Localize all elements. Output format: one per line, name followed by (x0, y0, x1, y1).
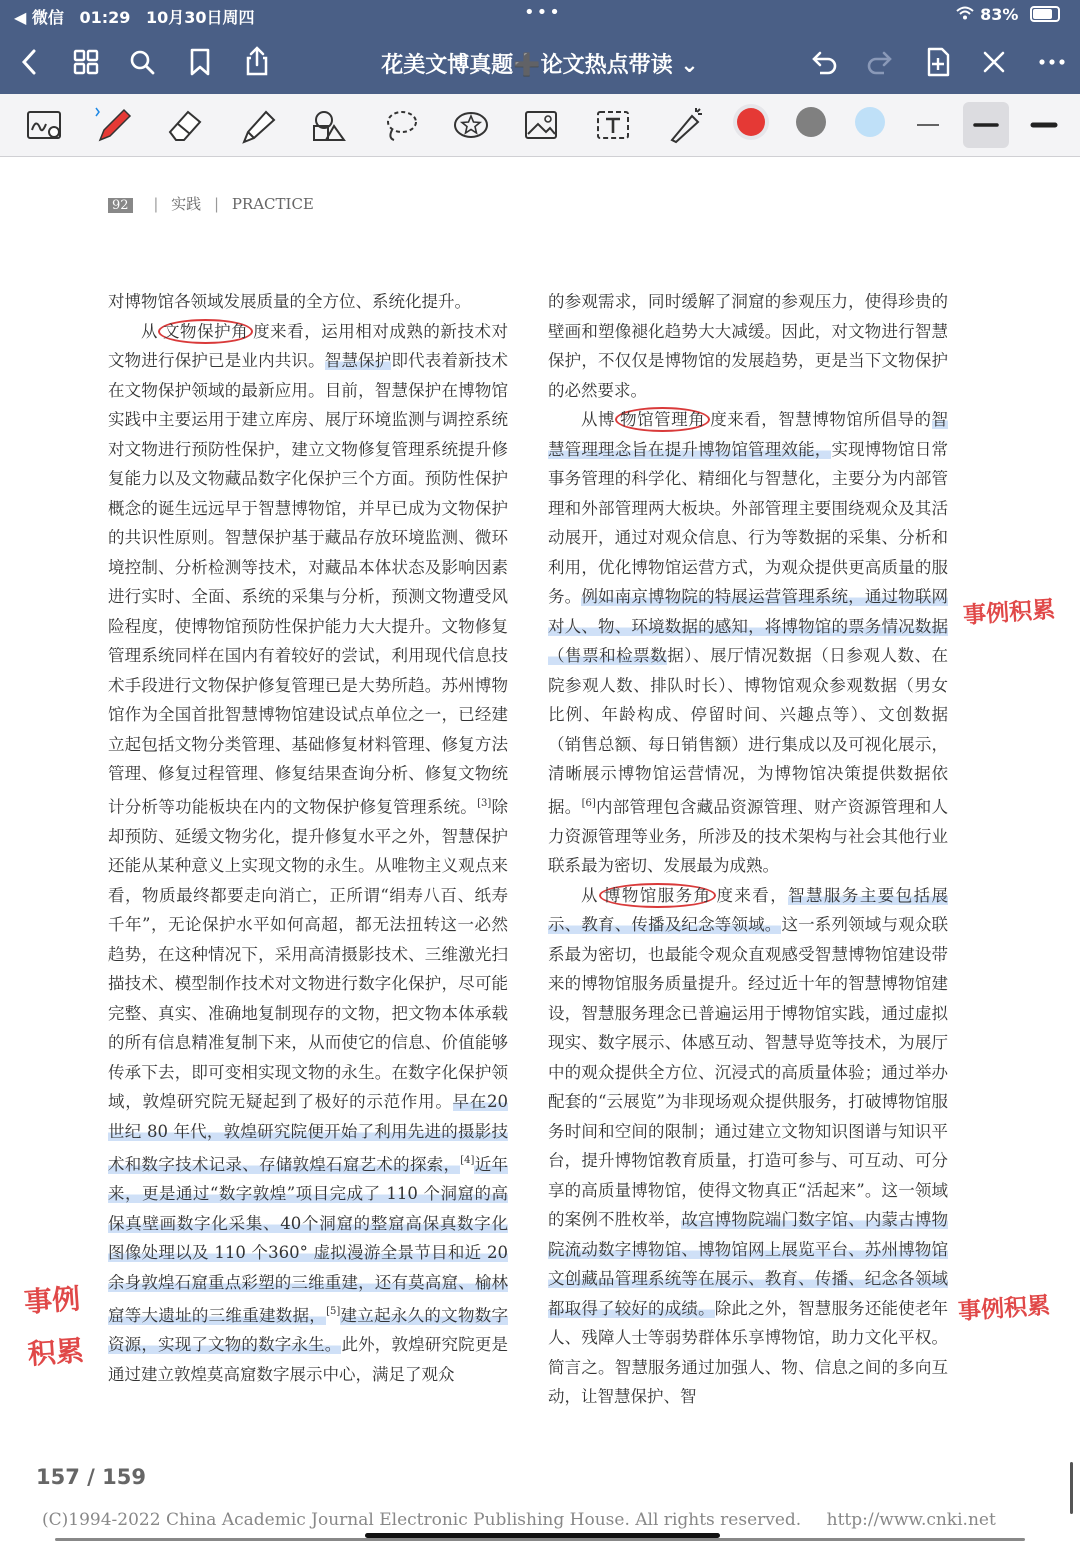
handwriting-zoom-icon[interactable] (22, 102, 68, 148)
highlight-mark: 近年来，更是通过“数字敦煌”项目完成了 110 个洞窟的高保真壁画数字化采集、40个洞窟的整窟高保真数字化图像处理以及 110 个360° 虚拟漫游全景节目和近 20 余身敦煌石窟重点彩塑的三维重建，还有莫高窟、榆林窟等大遗址的三维重建数据， (108, 1154, 509, 1325)
shapes-icon[interactable] (306, 102, 352, 148)
section-label-en: PRACTICE (231, 195, 314, 213)
journal-page-number: 92 (108, 198, 133, 213)
back-to-app-label[interactable]: ◀ 微信 (14, 8, 64, 27)
lasso-icon[interactable] (378, 102, 424, 148)
page-footer (42, 1510, 1016, 1530)
footer-url: http://www.cnki.net (826, 1510, 996, 1530)
highlight-mark: 故宫博物院端门数字馆、内蒙古博物院流动数字博物馆、博物馆网上展览平台、苏州博物馆文创藏品管理系统等在展示、教育、传播、纪念各领域都取得了较好的成绩。 (548, 1210, 949, 1318)
status-date: 10月30日周四 (145, 8, 255, 27)
section-label: 实践 (171, 195, 202, 213)
text-box-icon[interactable] (590, 102, 636, 148)
multitasking-dots-icon[interactable]: ••• (524, 2, 562, 23)
status-time: 01:29 (79, 8, 131, 27)
paragraph: 从博 物馆管理角 度来看，智慧博物馆所倡导的智慧管理理念旨在提升博物馆管理效能，实现博物馆日常事务管理的科学化、精细化与智慧化，主要分为内部管理和外部管理两大板块。外部管理主要围绕观众及其活动展开，通过对观众信息、行为等数据的采集、分析和利用，优化博物馆运营方式，为观众提供更高质量的服务。例如南京博物院的特展运营管理系统，通过物联网对人、物、环境数据的感知，将博物馆的票务情况数据（售票和检票数据）、展厅情况数据（日参观人数、在院参观人数、排队时长）、博物馆观众参观数据（男女比例、年龄构成、停留时间、兴趣点等）、文创数据（销售总额、每日销售额）进行集成以及可视化展示，清晰展示博物馆运营情况，为博物馆决策提供数据依据。[6]内部管理包含藏品资源管理、财产资源管理和人力资源管理等业务，所涉及的技术架构与社会其他行业联系最为密切、发展最为成熟。 (548, 405, 948, 881)
highlight-mark: 智慧保护 (324, 351, 392, 370)
pdf-page[interactable] (8, 157, 1072, 1537)
citation-ref: [4] (460, 1155, 475, 1166)
right-text-column (548, 287, 948, 1412)
paragraph: 对博物馆各领域发展质量的全方位、系统化提升。 (108, 292, 471, 311)
paragraph: 从 文物保护角 度来看，运用相对成熟的新技术对文物进行保护已是业内共识。智慧保护即代表着新技术在文物保护领域的最新应用。目前，智慧保护在博物馆实践中主要运用于建立库房、展厅环境监测与调控系统对文物进行预防性保护，建立文物修复管理系统提升修复能力以及文物藏品数字化保护三个方面。预防性保护概念的诞生远远早于智慧博物馆，并早已成为文物保护的共识性原则。智慧保护基于藏品存放环境监测、微环境控制、分析检测等技术，对藏品本体状态及影响因素进行实时、全面、系统的采集与分析，预测文物遭受风险程度，使博物馆预防性保护能力大大提升。文物修复管理系统同样在国内有着较好的尝试，利用现代信息技术手段进行文物保护修复管理已是大势所趋。苏州博物馆作为全国首批智慧博物馆建设试点单位之一，已经建立起包括文物分类管理、基础修复材料管理、修复方法管理、修复过程管理、修复结果查询分析、修复文物统计分析等功能板块在内的文物保护修复管理系统。[3]除却预防、延缓文物劣化，提升修复水平之外，智慧保护还能从某种意义上实现文物的永生。从唯物主义观点来看，物质最终都要走向消亡，正所谓“绢寿八百、纸寿千年”，无论保护水平如何高超，都无法扭转这一必然趋势，在这种情况下，采用高清摄影技术、三维激光扫描技术、模型制作技术对文物进行数字化保护，尽可能完整、真实、准确地复制现存的文物，把文物本体承载的所有信息精准复制下来，从而使它的信息、价值能够传承下去，即可变相实现文物的永生。在数字化保护领域，敦煌研究院无疑起到了极好的示范作用。早在20 世纪 80 年代，敦煌研究院便开始了利用先进的摄影技术和数字技术记录、存储敦煌石窟艺术的探索，[4]近年来，更是通过“数字敦煌”项目完成了 110 个洞窟的高保真壁画数字化采集、40个洞窟的整窟高保真数字化图像处理以及 110 个360° 虚拟漫游全景节目和近 20 余身敦煌石窟重点彩塑的三维重建，还有莫高窟、榆林窟等大遗址的三维重建数据，[5]建立起永久的文物数字资源，实现了文物的数字永生。此外，敦煌研究院更是通过建立敦煌莫高窟数字展示中心，满足了观众 (108, 317, 508, 1390)
undo-icon[interactable] (806, 44, 842, 80)
highlighter-icon[interactable] (234, 102, 280, 148)
left-text-column (108, 287, 508, 1389)
citation-ref: [6] (581, 797, 596, 809)
highlight-mark: 建立起永久的文物数字资源，实现了文物的数字永生。 (108, 1305, 509, 1354)
vertical-scrollbar[interactable] (1070, 1462, 1073, 1514)
ink-circle-mark: 物馆管理角 (615, 407, 710, 432)
color-swatch-red[interactable] (737, 108, 765, 136)
copyright-notice: (C)1994-2022 China Academic Journal Electronic Publishing House. All rights reserved. (42, 1510, 802, 1530)
page-counter: 157 / 159 (36, 1465, 146, 1489)
image-icon[interactable] (518, 102, 564, 148)
status-bar (0, 0, 1080, 30)
highlight-mark: 智慧管理理念旨在提升博物馆管理效能， (548, 410, 949, 459)
battery-percent: 83% (980, 5, 1019, 24)
sticker-icon[interactable] (448, 102, 494, 148)
citation-ref: [3] (477, 797, 492, 809)
stroke-thick-icon[interactable] (1021, 102, 1067, 148)
laser-pointer-icon[interactable] (662, 102, 708, 148)
color-swatch-gray[interactable] (796, 107, 826, 137)
document-title[interactable]: 花美文博真题➕论文热点带读 ⌄ (381, 53, 699, 78)
eraser-icon[interactable] (162, 102, 208, 148)
horizontal-scrollbar[interactable] (55, 1538, 1025, 1541)
close-pen-icon[interactable] (976, 44, 1012, 80)
wifi-icon (955, 5, 981, 24)
home-indicator[interactable] (365, 1533, 720, 1538)
paragraph: 从 博物馆服务角 度来看，智慧服务主要包括展示、教育、传播及纪念等领域。这一系列领域与观众联系最为密切，也最能令观众直观感受智慧博物馆建设带来的博物馆服务质量提升。经过近十年的智慧博物馆建设，智慧服务理念已普遍运用于博物馆实践，通过虚拟现实、数字展示、体感互动、智慧导览等技术，为展厅中的观众提供全方位、沉浸式的高质量体验；通过举办配套的“云展览”为非现场观众提供服务，打破博物馆服务时间和空间的限制；通过建立文物知识图谱与知识平台，提升博物馆教育质量，打造可参与、可互动、可分享的高质量博物馆，使得文物真正“活起来”。这一领域的案例不胜枚举，故宫博物院端门数字馆、内蒙古博物院流动数字博物馆、博物馆网上展览平台、苏州博物馆文创藏品管理系统等在展示、教育、传播、纪念各领域都取得了较好的成绩。除此之外，智慧服务还能使老年人、残障人士等弱势群体乐享博物馆，助力文化平权。简言之。智慧服务通过加强人、物、信息之间的多向互动，让智慧保护、智 (548, 881, 948, 1412)
page-header: 92 | 实践 | PRACTICE (108, 193, 314, 214)
handwritten-note: 事例积累 (23, 1282, 85, 1371)
nav-bar (0, 30, 1080, 94)
citation-ref: [5] (326, 1306, 341, 1317)
highlight-mark: 例如南京博物院的特展运营管理系统，通过物联网对人、物、环境数据的感知，将博物馆的票务情况数据（售票和检票数 (548, 587, 949, 665)
ink-circle-mark: 博物馆服务角 (599, 883, 717, 908)
stroke-medium-icon[interactable] (963, 102, 1009, 148)
pen-tool-icon[interactable] (90, 102, 136, 148)
paragraph: 的参观需求，同时缓解了洞窟的参观压力，使得珍贵的壁画和塑像褪化趋势大大减缓。因此，对文物进行智慧保护，不仅仅是博物馆的发展趋势，更是当下文物保护的必然要求。 (548, 292, 948, 400)
ink-circle-mark: 文物保护角 (158, 319, 253, 344)
handwritten-note: 事例积累 (962, 596, 1056, 630)
handwritten-note: 事例积累 (957, 1292, 1051, 1326)
redo-icon[interactable] (862, 44, 898, 80)
battery-icon (1030, 6, 1060, 22)
stroke-thin-icon[interactable] (905, 102, 951, 148)
highlight-mark: 早在20 世纪 80 年代，敦煌研究院便开始了利用先进的摄影技术和数字技术记录、存储敦煌石窟艺术的探索， (108, 1092, 508, 1174)
add-page-icon[interactable] (920, 44, 956, 80)
more-icon[interactable] (1034, 44, 1070, 80)
annotation-toolbar (0, 94, 1080, 157)
color-swatch-light-blue[interactable] (855, 107, 885, 137)
highlight-mark: 智慧服务主要包括展示、教育、传播及纪念等领域。 (548, 885, 949, 934)
